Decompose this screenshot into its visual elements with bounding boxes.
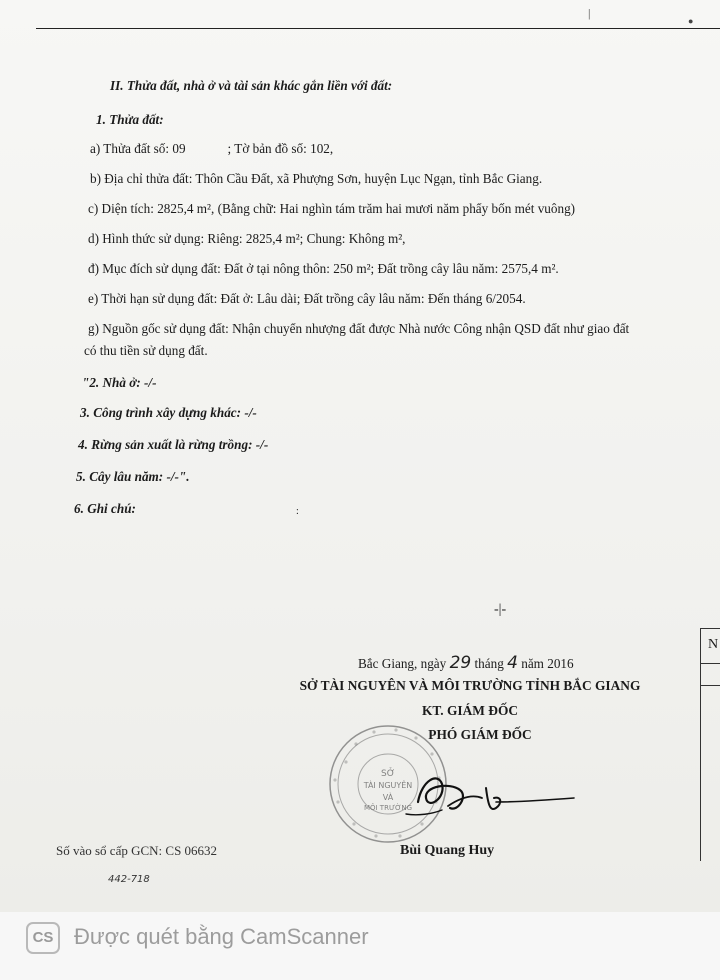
signature xyxy=(398,768,578,828)
stray-mark: : xyxy=(296,506,299,517)
svg-text:SỞ: SỞ xyxy=(381,769,395,779)
handwritten-month: 4 xyxy=(507,653,518,673)
parcel-number: a) Thửa đất số: 09 xyxy=(90,141,186,156)
registry-number: Số vào sổ cấp GCN: CS 06632 xyxy=(56,843,218,858)
handwritten-code: 442-718 xyxy=(108,874,150,885)
margin-tick: | xyxy=(588,6,591,20)
note-item: 6. Ghi chú: xyxy=(74,501,136,516)
land-item-g-cont: có thu tiền sử dụng đất. xyxy=(84,343,208,358)
land-item-c: c) Diện tích: 2825,4 m², (Bằng chữ: Hai nghìn tám trăm hai mươi năm phẩy bốn mét vuông) xyxy=(88,201,576,216)
camscanner-watermark-text: Được quét bằng CamScanner xyxy=(74,924,369,949)
margin-dot: ● xyxy=(688,16,694,26)
svg-text:TÀI NGUYÊN: TÀI NGUYÊN xyxy=(363,781,413,790)
forest-item: 4. Rừng sản xuất là rừng trồng: -/- xyxy=(78,437,269,452)
land-item-e: e) Thời hạn sử dụng đất: Đất ở: Lâu dài; Đất trồng cây lâu năm: Đến tháng 6/2054. xyxy=(88,291,526,306)
land-item-b: b) Địa chỉ thửa đất: Thôn Cầu Đất, xã Phượng Sơn, huyện Lục Ngạn, tỉnh Bắc Giang. xyxy=(90,171,543,186)
side-table-edge xyxy=(700,628,720,861)
camscanner-logo-icon: CS xyxy=(26,922,60,954)
handwritten-day: 29 xyxy=(449,653,472,673)
svg-text:VÀ: VÀ xyxy=(382,793,394,802)
land-item-a xyxy=(90,141,333,157)
svg-text:MÔI TRƯỜNG: MÔI TRƯỜNG xyxy=(363,804,413,812)
land-item-dd: đ) Mục đích sử dụng đất: Đất ở tại nông thôn: 250 m²; Đất trồng cây lâu năm: 2575,4 m². xyxy=(88,261,559,276)
land-item-g: g) Nguồn gốc sử dụng đất: Nhận chuyển nhượng đất được Nhà nước Công nhận QSD đất như giao đất xyxy=(88,321,630,336)
land-item-d: d) Hình thức sử dụng: Riêng: 2825,4 m²; Chung: Không m², xyxy=(88,231,406,246)
place-date: Bắc Giang, ngày 29 tháng 4 năm 2016 xyxy=(358,653,574,673)
on-behalf-label: KT. GIÁM ĐỐC xyxy=(421,703,519,718)
map-sheet: ; Tờ bản đồ số: 102, xyxy=(227,141,334,156)
signer-title: PHÓ GIÁM ĐỐC xyxy=(428,727,532,742)
house-item: "2. Nhà ở: -/- xyxy=(82,375,157,390)
issuing-agency: SỞ TÀI NGUYÊN VÀ MÔI TRƯỜNG TỈNH BẮC GIANG xyxy=(299,678,641,693)
top-border-line xyxy=(36,28,720,29)
perennial-item: 5. Cây lâu năm: -/-". xyxy=(76,469,190,484)
construction-item: 3. Công trình xây dựng khác: -/- xyxy=(80,405,257,420)
side-table-letter: N xyxy=(708,637,719,652)
separator-mark: -|- xyxy=(494,602,507,617)
section-heading: II. Thửa đất, nhà ở và tài sản khác gắn liền với đất: xyxy=(110,78,393,93)
signer-name: Bùi Quang Huy xyxy=(400,843,495,858)
land-heading: 1. Thửa đất: xyxy=(96,112,164,127)
